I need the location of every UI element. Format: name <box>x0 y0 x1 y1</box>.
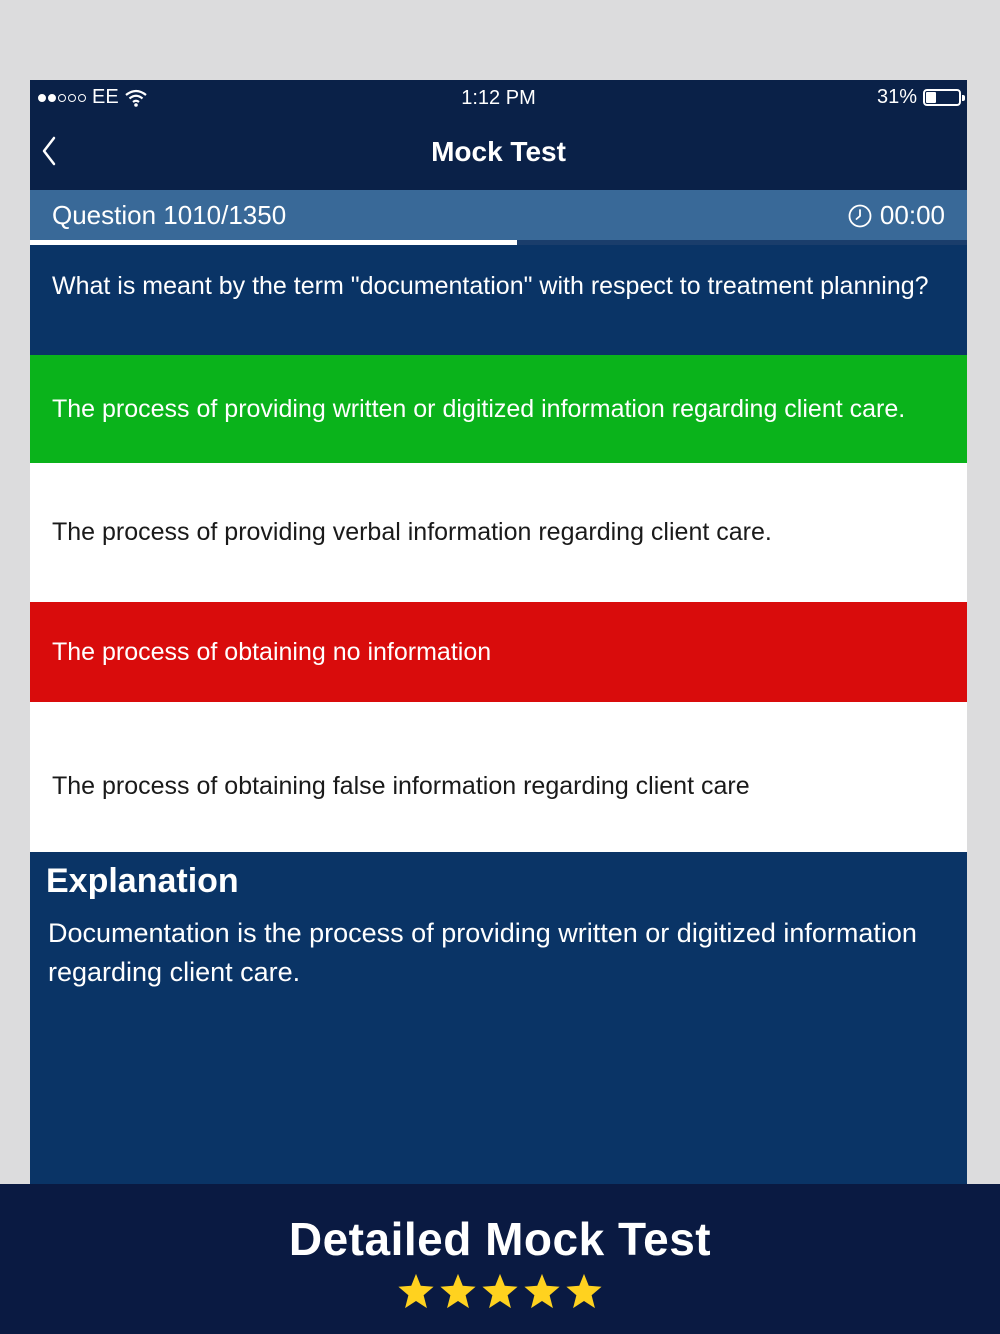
rating-stars <box>0 1272 1000 1310</box>
status-time: 1:12 PM <box>461 87 536 109</box>
question-info-bar <box>30 190 967 240</box>
explanation-body: Documentation is the process of providing written or digitized information regarding client care. <box>48 918 917 987</box>
page-title: Mock Test <box>431 136 566 167</box>
star-icon <box>523 1272 561 1310</box>
status-bar <box>30 80 967 116</box>
question-counter: Question 1010/1350 <box>52 200 287 230</box>
app-screen <box>30 80 967 1184</box>
clock-icon <box>848 204 872 228</box>
battery-icon <box>923 89 961 106</box>
promo-banner <box>0 1184 1000 1334</box>
answer-option-label: The process of providing verbal information regarding client care. <box>52 518 772 546</box>
answer-option-label: The process of obtaining false information regarding client care <box>52 771 750 800</box>
answer-option-2[interactable] <box>30 463 967 602</box>
answer-option-3[interactable] <box>30 602 967 702</box>
explanation-heading: Explanation <box>46 862 239 900</box>
banner-caption: Detailed Mock Test <box>288 1213 712 1265</box>
navigation-bar <box>30 116 967 190</box>
battery-percent: 31% <box>876 86 917 108</box>
question-text: What is meant by the term "documentation" with respect to treatment planning? <box>30 245 967 355</box>
star-icon <box>481 1272 519 1310</box>
answer-option-label: The process of obtaining no information <box>52 637 492 666</box>
star-icon <box>439 1272 477 1310</box>
timer-value: 00:00 <box>879 200 945 230</box>
timer <box>848 200 945 231</box>
carrier-label: EE <box>92 86 119 108</box>
answer-option-1[interactable] <box>30 355 967 463</box>
answer-option-label: The process of providing written or digitized information regarding client care. <box>52 394 906 423</box>
status-right <box>877 86 961 109</box>
star-icon <box>565 1272 603 1310</box>
explanation-panel <box>30 852 967 1184</box>
answer-option-4[interactable] <box>30 702 967 852</box>
star-icon <box>397 1272 435 1310</box>
